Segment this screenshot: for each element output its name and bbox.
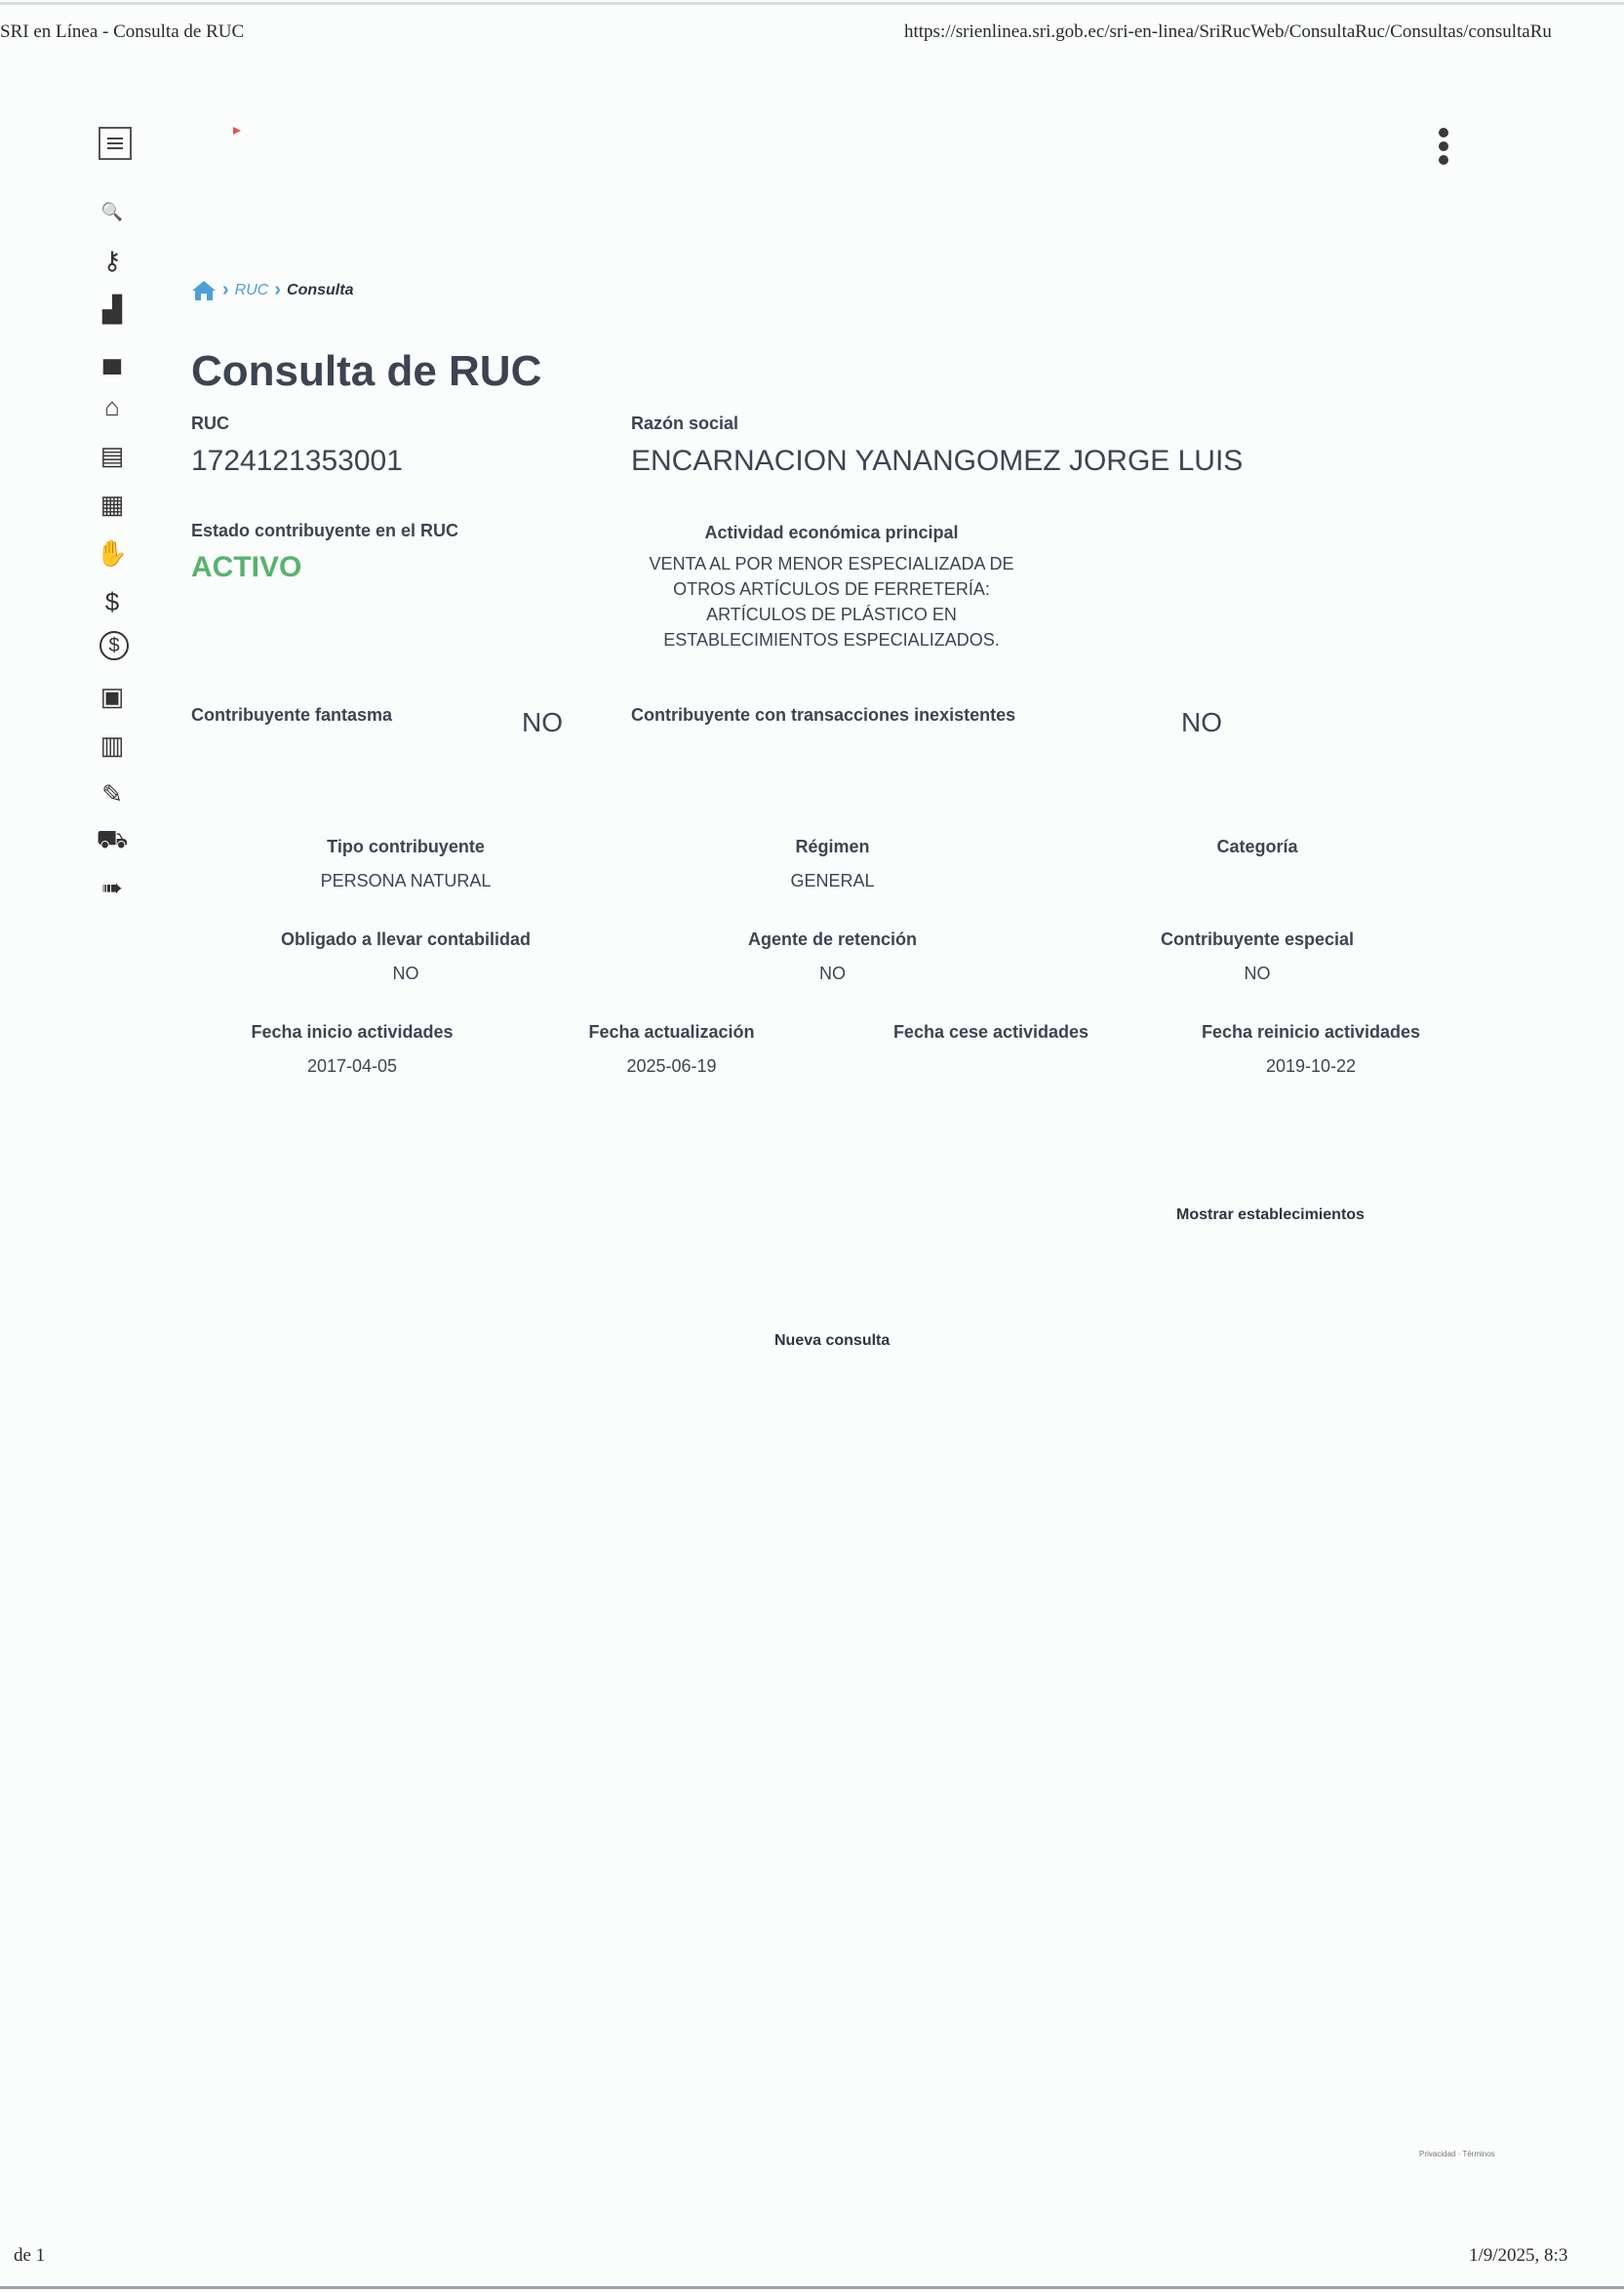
start-date-value: 2017-04-05 <box>306 1056 398 1076</box>
restart-date-value: 2019-10-22 <box>1265 1056 1357 1076</box>
open-box-icon[interactable]: ⌂ <box>104 391 120 421</box>
taxpayer-type-label: Tipo contribuyente <box>327 837 485 856</box>
arrow-right-icon[interactable]: ➠ <box>101 872 123 902</box>
more-options-icon[interactable] <box>1434 125 1453 168</box>
ghost-taxpayer-value: NO <box>522 707 563 737</box>
cease-date-label: Fecha cese actividades <box>892 1022 1089 1042</box>
cease-date-value <box>830 1056 1152 1078</box>
status-badge: ACTIVO <box>191 551 302 583</box>
ruc-value: 1724121353001 <box>191 445 403 477</box>
restart-date <box>1152 1022 1470 1078</box>
activity-value: VENTA AL POR MENOR ESPECIALIZADA DE OTROS ARTÍCULOS DE FERRETERÍA: ARTÍCULOS DE PLÁSTICO EN ESTABLECIMIENTOS ESPECIALIZADOS. <box>649 554 1014 650</box>
menu-button[interactable] <box>99 127 132 160</box>
category <box>1045 837 1470 892</box>
print-bottom-rule <box>0 2286 1624 2289</box>
breadcrumb-current: Consulta <box>287 281 354 298</box>
status-label: Estado contribuyente en el RUC <box>191 521 459 540</box>
print-top-rule <box>0 2 1624 5</box>
category-label: Categoría <box>1216 837 1298 856</box>
nonexistent-transactions-label: Contribuyente con transacciones inexistentes <box>631 705 1016 725</box>
regime-label: Régimen <box>795 837 870 856</box>
update-date-label: Fecha actualización <box>588 1022 755 1042</box>
signed-document-icon[interactable]: ✎ <box>101 778 123 809</box>
print-header-title: SRI en Línea - Consulta de RUC <box>0 21 245 42</box>
taxpayer-type-value: PERSONA NATURAL <box>320 871 492 890</box>
breadcrumb-ruc[interactable]: RUC <box>234 281 269 298</box>
withholding-agent-value: NO <box>819 964 846 983</box>
document-list-icon[interactable]: ▤ <box>99 440 125 470</box>
special-taxpayer-label: Contribuyente especial <box>1160 929 1355 949</box>
business-name-value: ENCARNACION YANANGOMEZ JORGE LUIS <box>631 445 1244 477</box>
show-establishments-button[interactable]: Mostrar establecimientos <box>1176 1206 1365 1223</box>
handshake-icon[interactable]: ✋ <box>96 537 129 568</box>
print-footer-date: 1/9/2025, 8:3 <box>1469 2245 1568 2266</box>
new-query-button[interactable]: Nueva consulta <box>774 1332 891 1349</box>
taxpayer-type <box>191 837 620 892</box>
nonexistent-transactions-value: NO <box>1181 707 1222 737</box>
withholding-agent <box>620 929 1045 985</box>
accounting-required-label: Obligado a llevar contabilidad <box>280 929 532 949</box>
regime <box>620 837 1045 892</box>
business-name-label: Razón social <box>631 414 739 433</box>
special-taxpayer-value: NO <box>1244 964 1271 983</box>
building-icon[interactable]: ▟ <box>102 294 122 324</box>
restart-date-label: Fecha reinicio actividades <box>1201 1022 1421 1042</box>
print-header-url: https://srienlinea.sri.gob.ec/sri-en-linea/SriRucWeb/ConsultaRuc/Consultas/consultaRu <box>904 21 1552 42</box>
withholding-agent-label: Agente de retención <box>747 929 918 949</box>
update-date <box>513 1022 830 1078</box>
cash-register-icon[interactable]: ▄ <box>102 342 122 373</box>
document-icon[interactable]: ▦ <box>99 489 125 519</box>
cease-date <box>830 1022 1152 1078</box>
chevron-right-icon: › <box>274 279 282 300</box>
page-title: Consulta de RUC <box>191 347 542 395</box>
start-date <box>191 1022 513 1078</box>
special-taxpayer <box>1045 929 1470 985</box>
print-footer-page: de 1 <box>14 2245 46 2266</box>
ghost-taxpayer-label: Contribuyente fantasma <box>191 705 393 725</box>
chevron-right-icon: › <box>222 279 229 300</box>
footer-links[interactable]: Privacidad · Términos <box>1419 2150 1495 2158</box>
accounting-required-value: NO <box>392 964 419 983</box>
breadcrumb <box>191 279 353 301</box>
category-value <box>1045 871 1470 892</box>
start-date-label: Fecha inicio actividades <box>251 1022 454 1042</box>
regime-value: GENERAL <box>790 871 875 890</box>
logo-mark <box>233 127 241 135</box>
activity-label: Actividad económica principal <box>704 523 959 542</box>
update-date-value: 2025-06-19 <box>626 1056 717 1076</box>
hand-coins-icon[interactable]: ▣ <box>99 681 125 711</box>
search-icon[interactable]: 🔍 <box>100 201 124 221</box>
dollar-icon[interactable]: $ <box>104 586 120 616</box>
home-icon[interactable] <box>191 280 217 301</box>
ruc-label: RUC <box>191 414 229 433</box>
car-icon[interactable]: ⛟ <box>96 823 129 853</box>
accounting-required <box>191 929 620 985</box>
dollar-circle-icon[interactable]: $ <box>99 631 129 660</box>
key-icon[interactable]: ⚷ <box>102 245 122 275</box>
receipt-icon[interactable]: ▥ <box>99 730 125 760</box>
hamburger-icon <box>107 137 123 150</box>
